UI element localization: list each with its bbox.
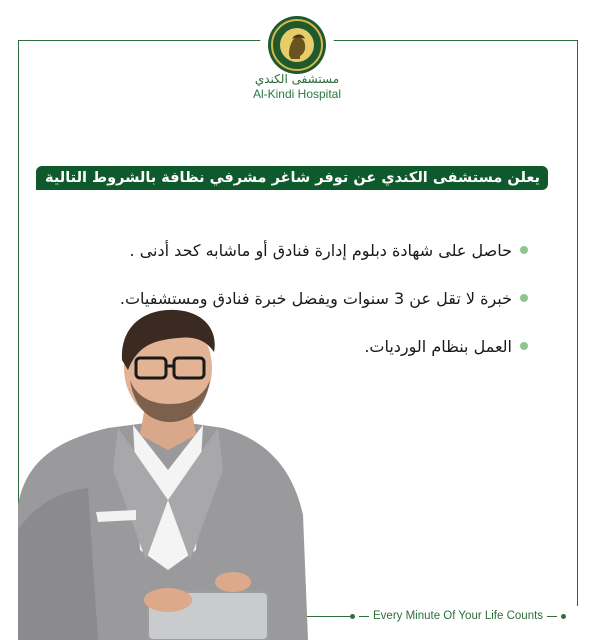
- divider-line: [359, 616, 369, 617]
- divider-line: [547, 616, 557, 617]
- bullet-icon: [520, 294, 528, 302]
- condition-text: العمل بنظام الورديات.: [364, 336, 512, 356]
- bullet-icon: [520, 246, 528, 254]
- condition-text: حاصل على شهادة دبلوم إدارة فنادق أو ماشابه كحد أدنى .: [129, 240, 512, 260]
- announcement-headline: يعلن مستشفى الكندي عن توفر شاغر مشرفي نظافة بالشروط التالية :: [36, 166, 548, 190]
- hospital-seal-icon: [267, 15, 327, 75]
- list-item: [40, 226, 528, 274]
- dot-icon: [350, 614, 355, 619]
- tagline-text: Every Minute Of Your Life Counts: [373, 610, 544, 622]
- brand-name-english: Al-Kindi Hospital: [252, 87, 342, 101]
- condition-text: خبرة لا تقل عن 3 سنوات ويفضل خبرة فنادق ومستشفيات.: [119, 288, 512, 308]
- person-photo: [18, 300, 308, 640]
- bullet-icon: [520, 342, 528, 350]
- tagline: [350, 606, 586, 626]
- logo: [260, 8, 334, 82]
- dot-icon: [561, 614, 566, 619]
- brand-name-arabic: مستشفى الكندي: [254, 72, 340, 86]
